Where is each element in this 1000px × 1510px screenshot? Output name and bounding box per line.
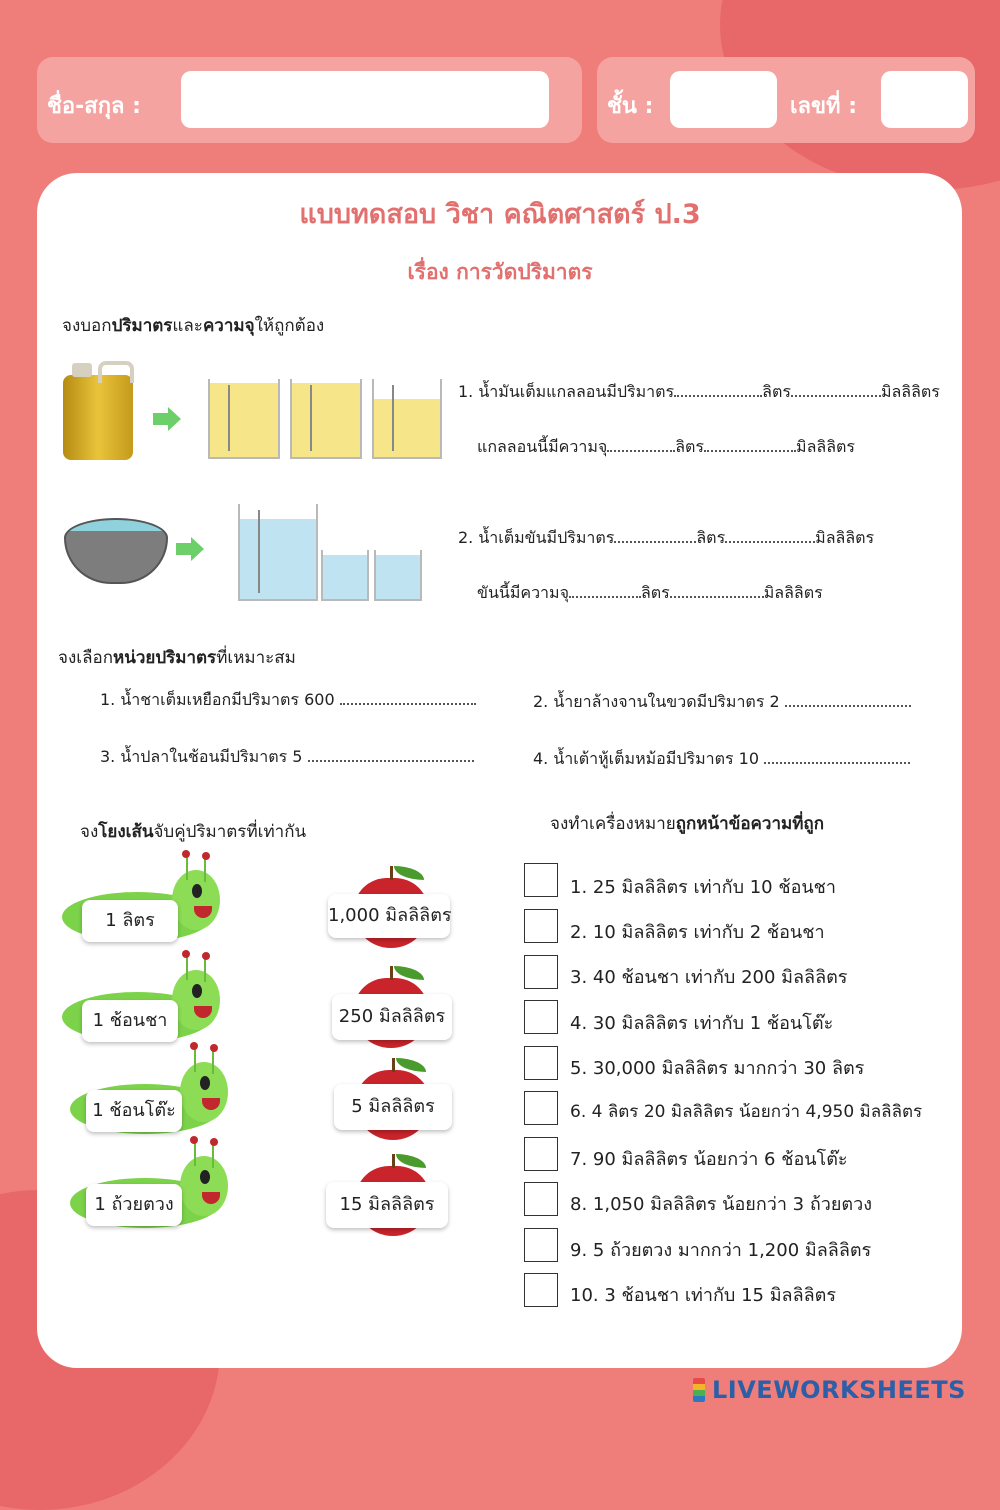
brand-logo-text: LIVEWORKSHEETS xyxy=(712,1376,966,1404)
answer-checkbox-8[interactable] xyxy=(524,1182,558,1216)
instr-bold: ปริมาตร xyxy=(111,316,173,336)
q1-line2 xyxy=(477,435,855,460)
unit-item-1 xyxy=(100,688,476,713)
statement-1: 1. 25 มิลลิลิตร เท่ากับ 10 ช้อนชา xyxy=(570,877,837,898)
match-right-3[interactable]: 5 มิลลิลิตร xyxy=(334,1084,452,1130)
gallon-jug-icon xyxy=(63,375,133,460)
instr-text: จงทำเครื่องหมาย xyxy=(550,814,676,834)
instr-text: จง xyxy=(80,822,99,842)
unit-item-2 xyxy=(533,690,911,715)
statement-8: 8. 1,050 มิลลิลิตร น้อยกว่า 3 ถ้วยตวง xyxy=(570,1194,872,1215)
answer-checkbox-3[interactable] xyxy=(524,955,558,989)
instr-text: ให้ถูกต้อง xyxy=(254,316,325,336)
q-text: ลิตร xyxy=(640,583,670,602)
q-text: มิลลิลิตร xyxy=(815,528,875,547)
class-label: ชั้น : xyxy=(607,94,654,119)
answer-blank[interactable] xyxy=(785,691,911,707)
q-text: มิลลิลิตร xyxy=(796,437,855,456)
q-text: 3. น้ำปลาในช้อนมีปริมาตร 5 xyxy=(100,747,303,766)
q-text: แกลลอนนี้มีความจุ xyxy=(477,437,608,456)
answer-checkbox-7[interactable] xyxy=(524,1137,558,1171)
statement-10: 10. 3 ช้อนชา เท่ากับ 15 มิลลิลิตร xyxy=(570,1285,837,1306)
answer-checkbox-4[interactable] xyxy=(524,1000,558,1034)
section4-instruction xyxy=(550,810,824,837)
answer-checkbox-10[interactable] xyxy=(524,1273,558,1307)
answer-blank[interactable] xyxy=(308,746,474,762)
instr-bold: หน่วยปริมาตร xyxy=(113,648,217,668)
beaker-half xyxy=(372,379,442,459)
q-text: ลิตร xyxy=(675,437,705,456)
q2-line1 xyxy=(458,526,874,551)
apple-stem-icon xyxy=(392,1154,395,1168)
q-text: ลิตร xyxy=(696,528,726,547)
answer-checkbox-2[interactable] xyxy=(524,909,558,943)
q2-line2 xyxy=(477,581,823,606)
silver-bowl-icon xyxy=(64,518,168,584)
match-left-3[interactable]: 1 ช้อนโต๊ะ xyxy=(86,1090,182,1132)
gallon-handle-icon xyxy=(98,361,134,383)
answer-blank[interactable] xyxy=(674,381,762,397)
answer-checkbox-1[interactable] xyxy=(524,863,558,897)
q-text: ขันนี้มีความจุ xyxy=(477,583,569,602)
q-text: ลิตร xyxy=(762,382,791,401)
q-text: 2. น้ำเต็มขันมีปริมาตร xyxy=(458,528,615,547)
answer-blank[interactable] xyxy=(764,748,910,764)
q-text: 2. น้ำยาล้างจานในขวดมีปริมาตร 2 xyxy=(533,692,780,711)
apple-stem-icon xyxy=(392,1058,395,1072)
name-input[interactable] xyxy=(181,71,549,128)
q-text: 1. น้ำมันเต็มแกลลอนมีปริมาตร xyxy=(458,382,675,401)
match-right-1[interactable]: 1,000 มิลลิลิตร xyxy=(328,894,450,938)
answer-blank[interactable] xyxy=(340,689,476,705)
instr-text: และ xyxy=(172,316,203,336)
statement-9: 9. 5 ถ้วยตวง มากกว่า 1,200 มิลลิลิตร xyxy=(570,1240,872,1261)
instr-bold: ความจุ xyxy=(202,316,255,336)
section3-instruction xyxy=(80,818,306,845)
apple-stem-icon xyxy=(390,966,393,980)
q-text: 4. น้ำเต้าหู้เต็มหม้อมีปริมาตร 10 xyxy=(533,749,760,768)
page-title: แบบทดสอบ วิชา คณิตศาสตร์ ป.3 xyxy=(299,199,701,230)
statement-3: 3. 40 ช้อนชา เท่ากับ 200 มิลลิลิตร xyxy=(570,967,848,988)
answer-blank[interactable] xyxy=(670,582,764,598)
statement-4: 4. 30 มิลลิลิตร เท่ากับ 1 ช้อนโต๊ะ xyxy=(570,1013,834,1034)
answer-checkbox-6[interactable] xyxy=(524,1091,558,1125)
beaker-large-water xyxy=(238,504,318,601)
q-text: มิลลิลิตร xyxy=(880,382,940,401)
statement-7: 7. 90 มิลลิลิตร น้อยกว่า 6 ช้อนโต๊ะ xyxy=(570,1149,848,1170)
statement-5: 5. 30,000 มิลลิลิตร มากกว่า 30 ลิตร xyxy=(570,1058,865,1079)
match-right-4[interactable]: 15 มิลลิลิตร xyxy=(326,1182,448,1228)
answer-checkbox-5[interactable] xyxy=(524,1046,558,1080)
q1-line1 xyxy=(458,380,940,405)
q-text: 1. น้ำชาเต็มเหยือกมีปริมาตร 600 xyxy=(100,690,335,709)
unit-item-3 xyxy=(100,745,474,770)
class-input[interactable] xyxy=(670,71,777,128)
beaker-small-water-2 xyxy=(374,550,422,601)
instr-bold: ถูกหน้าข้อความที่ถูก xyxy=(675,814,825,834)
answer-checkbox-9[interactable] xyxy=(524,1228,558,1262)
answer-blank[interactable] xyxy=(607,436,675,452)
answer-blank[interactable] xyxy=(704,436,796,452)
instr-text: ที่เหมาะสม xyxy=(216,648,296,668)
q-text: มิลลิลิตร xyxy=(763,583,823,602)
bowl-illustration xyxy=(58,498,428,603)
match-left-1[interactable]: 1 ลิตร xyxy=(82,900,178,942)
instr-text: จงเลือก xyxy=(58,648,113,668)
answer-blank[interactable] xyxy=(725,527,815,543)
answer-blank[interactable] xyxy=(569,582,641,598)
answer-blank[interactable] xyxy=(791,381,881,397)
name-label: ชื่อ-สกุล : xyxy=(47,94,141,119)
page-subtitle: เรื่อง การวัดปริมาตร xyxy=(407,260,593,284)
beaker-full-2 xyxy=(290,379,362,459)
arrow-head-icon xyxy=(168,407,181,431)
section1-instruction xyxy=(62,312,324,339)
instr-text: จงบอก xyxy=(62,316,112,336)
arrow-icon xyxy=(153,413,169,425)
arrow-icon xyxy=(176,543,192,555)
instr-text: จับคู่ปริมาตรที่เท่ากัน xyxy=(153,822,307,842)
number-input[interactable] xyxy=(881,71,968,128)
statement-2: 2. 10 มิลลิลิตร เท่ากับ 2 ช้อนชา xyxy=(570,922,825,943)
match-left-4[interactable]: 1 ถ้วยตวง xyxy=(86,1184,182,1226)
gallon-cap-icon xyxy=(72,363,92,377)
match-left-2[interactable]: 1 ช้อนชา xyxy=(82,1000,178,1042)
arrow-head-icon xyxy=(191,537,204,561)
liveworksheets-logo-icon xyxy=(693,1378,705,1402)
beaker-small-water-1 xyxy=(321,550,369,601)
beaker-full-1 xyxy=(208,379,280,459)
match-right-2[interactable]: 250 มิลลิลิตร xyxy=(332,994,452,1040)
number-label: เลขที่ : xyxy=(790,94,857,119)
answer-blank[interactable] xyxy=(614,527,696,543)
apple-stem-icon xyxy=(390,866,393,880)
instr-bold: โยงเส้น xyxy=(98,822,154,842)
statement-6: 6. 4 ลิตร 20 มิลลิลิตร น้อยกว่า 4,950 มิลลิลิตร xyxy=(570,1102,923,1122)
gallon-illustration xyxy=(58,355,444,465)
unit-item-4 xyxy=(533,747,910,772)
section2-instruction xyxy=(58,644,296,671)
